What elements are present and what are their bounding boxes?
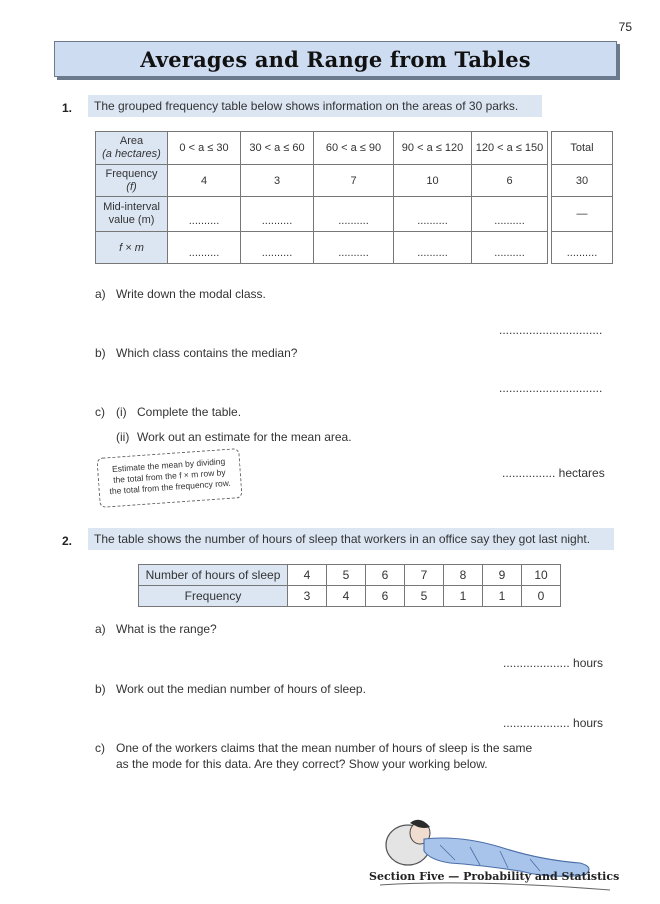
class-header: 30 < a ≤ 60 xyxy=(241,132,314,165)
q1c-label: c) xyxy=(95,405,105,419)
midpoint-blank[interactable]: .......... xyxy=(394,197,472,232)
area-frequency-table xyxy=(95,131,613,264)
fm-blank[interactable]: .......... xyxy=(394,232,472,264)
hours-cell: 6 xyxy=(366,565,405,586)
total-header: Total xyxy=(552,132,613,165)
q1ci-text: Complete the table. xyxy=(137,405,242,419)
q2a-label: a) xyxy=(95,622,106,636)
question-2-text: The table shows the number of hours of sleep that workers in an office say they got last night. xyxy=(88,528,614,550)
fm-total-blank[interactable]: .......... xyxy=(552,232,613,264)
q1a-label: a) xyxy=(95,287,106,301)
question-1-number: 1. xyxy=(62,101,73,115)
fm-blank[interactable]: .......... xyxy=(314,232,394,264)
frequency-cell: 5 xyxy=(405,586,444,607)
q1b-label: b) xyxy=(95,346,106,360)
q2c-text-line-1: One of the workers claims that the mean number of hours of sleep is the same xyxy=(116,741,533,755)
q1b-text: Which class contains the median? xyxy=(116,346,298,360)
frequency-cell: 1 xyxy=(444,586,483,607)
section-footer: Section Five — Probability and Statistics xyxy=(369,870,620,883)
area-header: Area (a hectares) xyxy=(96,132,168,165)
fm-blank[interactable]: .......... xyxy=(168,232,241,264)
frequency-cell: 6 xyxy=(366,586,405,607)
midpoint-blank[interactable]: .......... xyxy=(314,197,394,232)
q2a-text: What is the range? xyxy=(116,622,217,636)
page-title: Averages and Range from Tables xyxy=(140,46,531,72)
q1cii-label: (ii) xyxy=(116,430,130,444)
q2c-label: c) xyxy=(95,741,105,755)
hours-cell: 4 xyxy=(288,565,327,586)
hours-cell: 8 xyxy=(444,565,483,586)
q1c-answer-line[interactable]: ................ hectares xyxy=(502,466,605,480)
hours-header: Number of hours of sleep xyxy=(139,565,288,586)
fm-header: f × m xyxy=(96,232,168,264)
frequency-cell: 1 xyxy=(483,586,522,607)
fm-blank[interactable]: .......... xyxy=(472,232,548,264)
frequency-header: Frequency (f) xyxy=(96,165,168,197)
frequency-cell: 4 xyxy=(168,165,241,197)
q1b-answer-line[interactable]: ............................... xyxy=(499,381,603,395)
frequency-cell: 3 xyxy=(288,586,327,607)
class-header: 90 < a ≤ 120 xyxy=(394,132,472,165)
midpoint-header: Mid-interval value (m) xyxy=(96,197,168,232)
question-1-text: The grouped frequency table below shows information on the areas of 30 parks. xyxy=(88,95,542,117)
frequency-cell: 0 xyxy=(522,586,561,607)
class-header: 60 < a ≤ 90 xyxy=(314,132,394,165)
frequency-cell: 4 xyxy=(327,586,366,607)
sleeping-person-illustration xyxy=(380,805,610,900)
midpoint-blank[interactable]: .......... xyxy=(472,197,548,232)
floor-line xyxy=(380,883,610,890)
q1a-answer-line[interactable]: ............................... xyxy=(499,323,603,337)
frequency-cell: 3 xyxy=(241,165,314,197)
hours-cell: 7 xyxy=(405,565,444,586)
hours-cell: 5 xyxy=(327,565,366,586)
hours-cell: 10 xyxy=(522,565,561,586)
midpoint-total-dash: — xyxy=(552,197,613,232)
q1a-text: Write down the modal class. xyxy=(116,287,266,301)
hours-cell: 9 xyxy=(483,565,522,586)
midpoint-blank[interactable]: .......... xyxy=(168,197,241,232)
total-frequency-cell: 30 xyxy=(552,165,613,197)
sleep-hours-table xyxy=(138,564,561,607)
q2b-answer-line[interactable]: .................... hours xyxy=(503,716,604,730)
frequency-header: Frequency xyxy=(139,586,288,607)
q1ci-label: (i) xyxy=(116,405,127,419)
frequency-cell: 10 xyxy=(394,165,472,197)
q2b-text: Work out the median number of hours of sleep. xyxy=(116,682,366,696)
midpoint-blank[interactable]: .......... xyxy=(241,197,314,232)
frequency-cell: 7 xyxy=(314,165,394,197)
class-header: 120 < a ≤ 150 xyxy=(472,132,548,165)
q2a-answer-line[interactable]: .................... hours xyxy=(503,656,604,670)
page-title-box xyxy=(54,41,617,77)
hint-note: Estimate the mean by dividing the total from the f × m row by the total from the frequency row. xyxy=(96,448,242,508)
frequency-cell: 6 xyxy=(472,165,548,197)
q2b-label: b) xyxy=(95,682,106,696)
question-2-number: 2. xyxy=(62,534,73,548)
q2c-text-line-2: as the mode for this data. Are they correct? Show your working below. xyxy=(116,757,488,771)
page-number: 75 xyxy=(618,20,632,34)
fm-blank[interactable]: .......... xyxy=(241,232,314,264)
q1cii-text: Work out an estimate for the mean area. xyxy=(137,430,352,444)
class-header: 0 < a ≤ 30 xyxy=(168,132,241,165)
